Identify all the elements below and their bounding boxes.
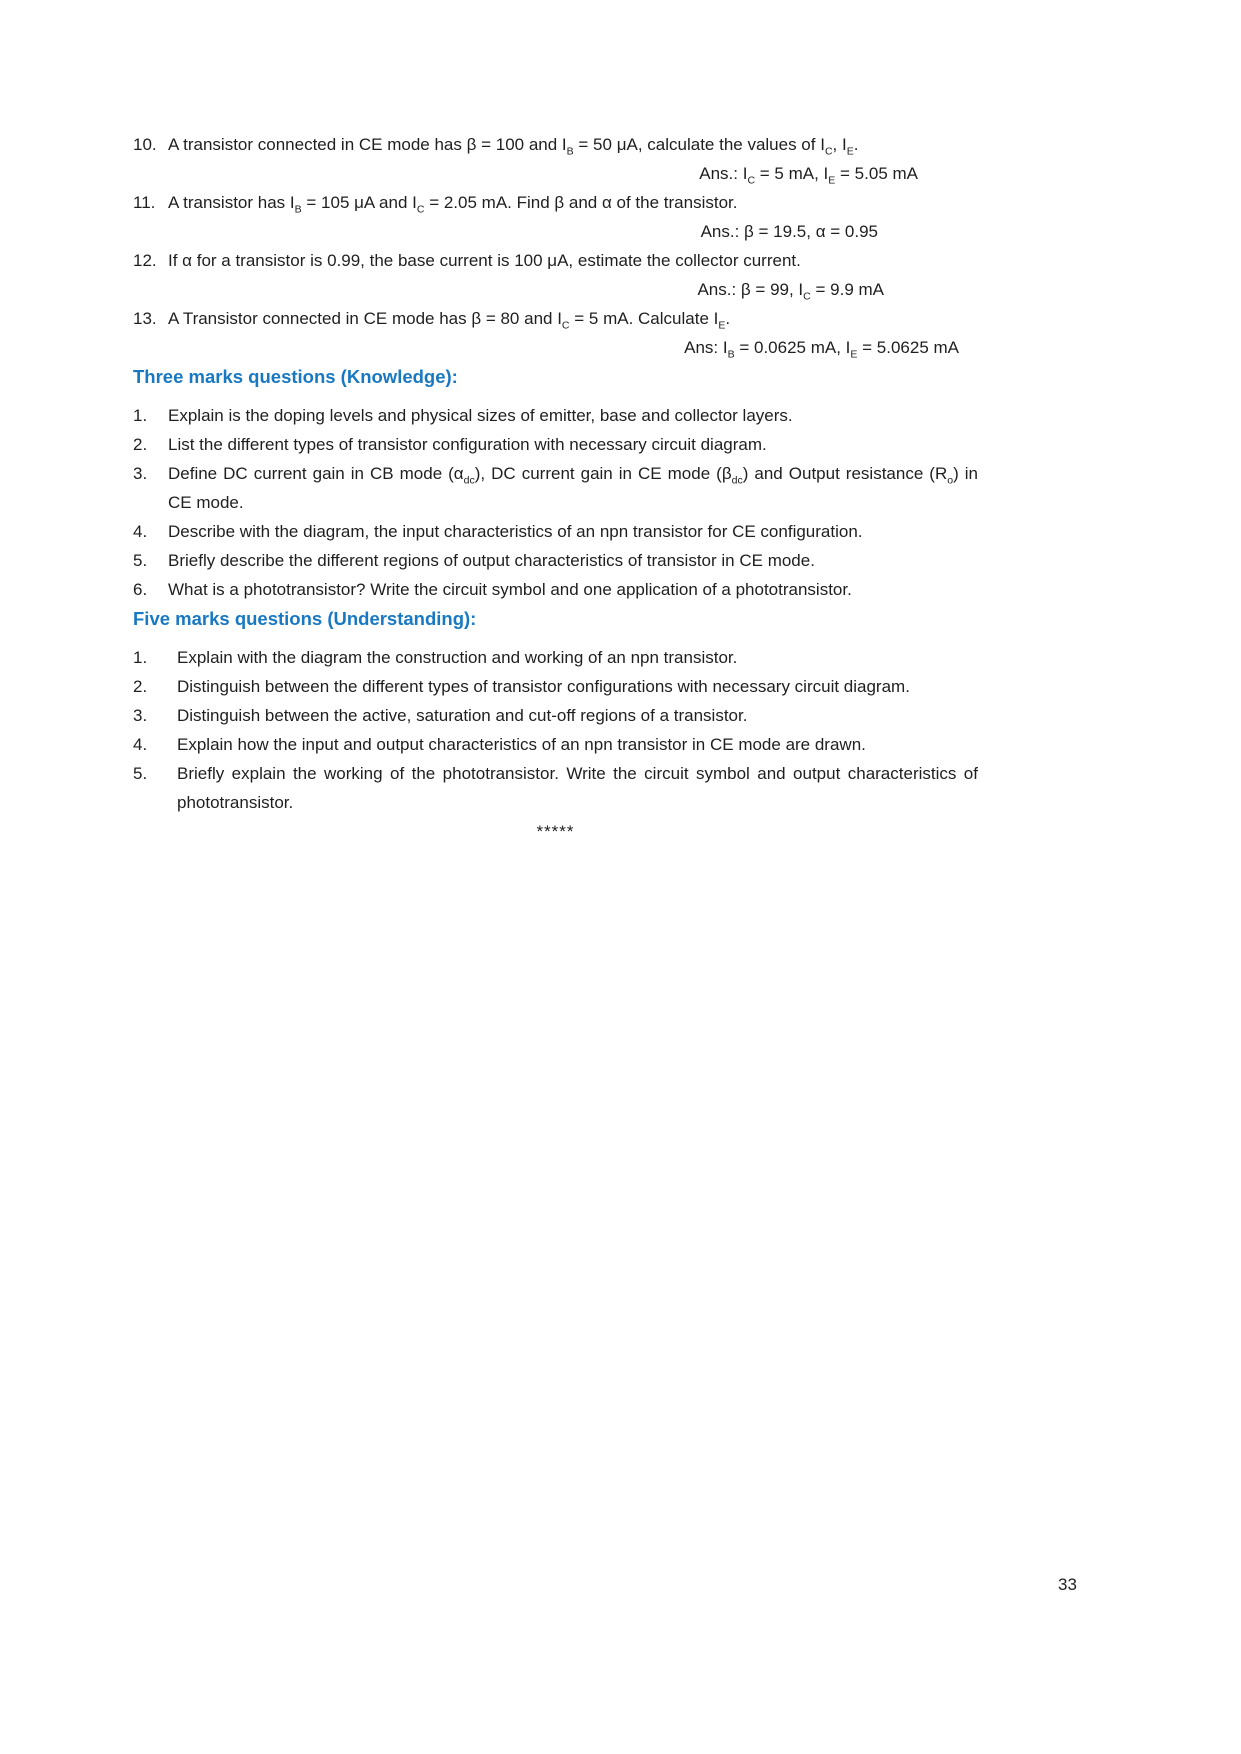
list-item-number: 2. (133, 677, 148, 696)
numerical-questions-section (133, 130, 978, 362)
list-item-text: Describe with the diagram, the input characteristics of an npn transistor for CE configuration. (168, 522, 863, 541)
list-item-number: 1. (133, 648, 148, 667)
list-item-text: Briefly explain the working of the phototransistor. Write the circuit symbol and output characteristics of phototransistor. (177, 764, 978, 812)
list-item (133, 672, 978, 701)
question-number: 12. (133, 251, 157, 270)
five-marks-section (133, 643, 978, 817)
list-item (133, 459, 978, 517)
list-item-number: 6. (133, 580, 148, 599)
list-item (133, 643, 978, 672)
list-item-text: List the different types of transistor configuration with necessary circuit diagram. (168, 435, 767, 454)
list-item-text: What is a phototransistor? Write the circuit symbol and one application of a phototransistor. (168, 580, 852, 599)
page-number: 33 (1058, 1575, 1077, 1594)
three-marks-heading: Three marks questions (Knowledge): (133, 366, 458, 387)
question-answer: Ans: $I_B = 0.0625$ mA, $I_E = 5.0625$ mA (684, 338, 959, 361)
question-item (133, 304, 978, 333)
question-answer: Ans.: β = 19.5, α = 0.95 (700, 222, 878, 241)
list-item-text: Distinguish between the active, saturation and cut-off regions of a transistor. (177, 706, 748, 725)
list-item (133, 517, 978, 546)
question-text: A transistor has $I_B = 105$ μA and $I_C = 2.05$ mA. Find β and α of the transistor. (168, 193, 738, 216)
list-item-text: Explain how the input and output characteristics of an npn transistor in CE mode are drawn. (177, 735, 866, 754)
list-item-text: Briefly describe the different regions of output characteristics of transistor in CE mode. (168, 551, 815, 570)
list-item (133, 430, 978, 459)
list-item (133, 546, 978, 575)
list-item-number: 3. (133, 464, 148, 483)
question-item (133, 246, 978, 275)
list-item (133, 701, 978, 730)
list-item (133, 759, 978, 817)
list-item-text: Distinguish between the different types of transistor configurations with necessary circuit diagram. (177, 677, 910, 696)
list-item-number: 5. (133, 764, 148, 783)
document-content (133, 130, 978, 846)
five-marks-heading: Five marks questions (Understanding): (133, 608, 477, 629)
question-number: 13. (133, 309, 157, 328)
list-item (133, 401, 978, 430)
list-item-number: 4. (133, 522, 148, 541)
list-item-number: 2. (133, 435, 148, 454)
question-text: A Transistor connected in CE mode has β = 80 and $I_C = 5$ mA. Calculate $I_E$. (168, 309, 731, 332)
list-item (133, 575, 978, 604)
question-answer: Ans.: $I_C = 5$ mA, $I_E = 5.05$ mA (699, 164, 918, 187)
list-item-text: Define DC current gain in CB mode $(\alpha_{dc})$, DC current gain in CE mode $(\beta_{dc})$ and Output resistance $(R_o)$ in CE mode. (168, 464, 978, 512)
question-number: 11. (133, 193, 156, 212)
question-text: A transistor connected in CE mode has β = 100 and $I_B = 50$ μA, calculate the values of $I_C$, $I_E$. (168, 135, 859, 158)
question-text: If α for a transistor is 0.99, the base current is 100 μA, estimate the collector current. (168, 251, 801, 270)
list-item-number: 3. (133, 706, 148, 725)
question-number: 10. (133, 135, 157, 154)
three-marks-section (133, 401, 978, 604)
question-item (133, 130, 978, 159)
list-item-number: 1. (133, 406, 148, 425)
list-item (133, 730, 978, 759)
list-item-number: 5. (133, 551, 148, 570)
list-item-text: Explain with the diagram the construction and working of an npn transistor. (177, 648, 738, 667)
list-item-text: Explain is the doping levels and physical sizes of emitter, base and collector layers. (168, 406, 793, 425)
list-item-number: 4. (133, 735, 148, 754)
section-separator: ***** (536, 822, 575, 841)
question-item (133, 188, 978, 217)
question-answer: Ans.: β = 99, $I_C = 9.9$ mA (697, 280, 884, 303)
